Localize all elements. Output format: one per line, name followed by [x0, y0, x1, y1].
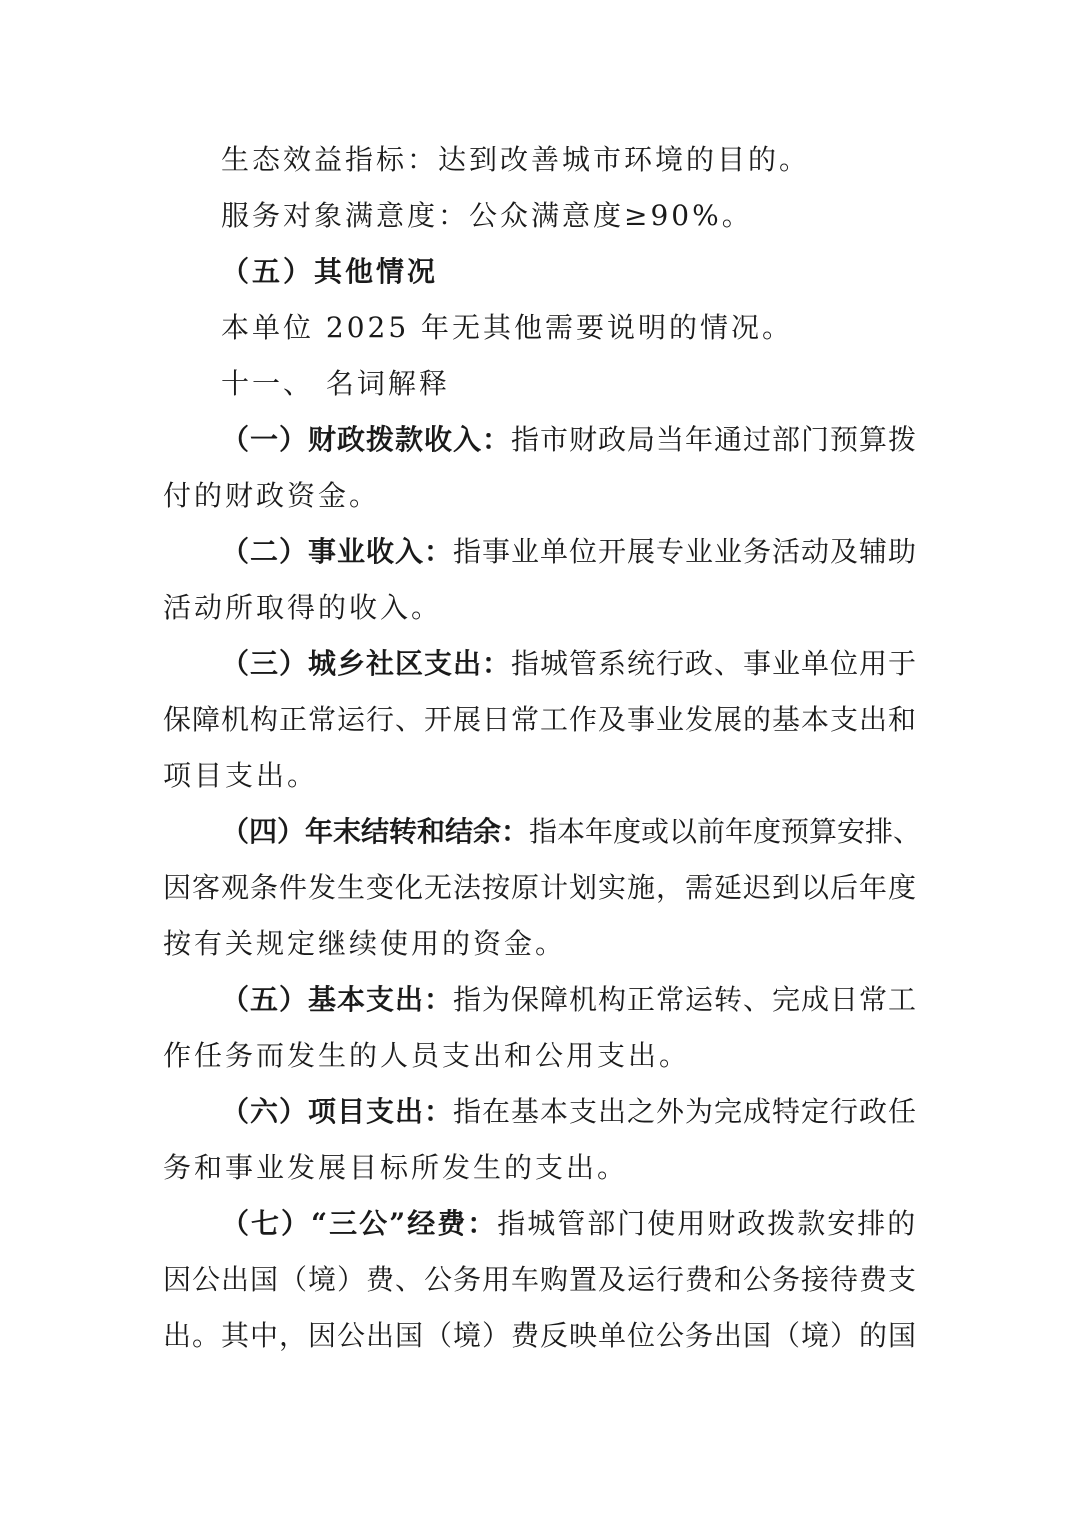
definition-term: （一）财政拨款收入： — [221, 423, 512, 456]
paragraph-line: 付的财政资金。 — [163, 479, 381, 512]
paragraph-line: 服务对象满意度：公众满意度≥90%。 — [221, 199, 753, 232]
definition-term: （七）“三公”经费： — [221, 1207, 498, 1240]
paragraph-line: 因客观条件发生变化无法按原计划实施，需延迟到以后年度 — [163, 871, 918, 904]
paragraph-line: 本单位 2025 年无其他需要说明的情况。 — [221, 311, 794, 344]
definition-term: （四）年末结转和结余： — [221, 815, 530, 848]
section-heading: （五）其他情况 — [221, 255, 439, 288]
paragraph-line: 因公出国（境）费、公务用车购置及运行费和公务接待费支 — [163, 1263, 918, 1296]
paragraph-line: 务和事业发展目标所发生的支出。 — [163, 1151, 629, 1184]
paragraph-line: 活动所取得的收入。 — [163, 591, 443, 624]
paragraph-line: 作任务而发生的人员支出和公用支出。 — [163, 1039, 691, 1072]
chapter-heading: 十一、 名词解释 — [221, 367, 450, 400]
paragraph-line: 出。其中，因公出国（境）费反映单位公务出国（境）的国 — [163, 1319, 918, 1352]
definition-line: （二）事业收入：指事业单位开展专业业务活动及辅助 — [221, 535, 918, 568]
definition-term: （三）城乡社区支出： — [221, 647, 512, 680]
definition-line: （六）项目支出：指在基本支出之外为完成特定行政任 — [221, 1095, 918, 1128]
definition-term: （二）事业收入： — [221, 535, 454, 568]
definition-line: （一）财政拨款收入：指市财政局当年通过部门预算拨 — [221, 423, 918, 456]
definition-term: （六）项目支出： — [221, 1095, 454, 1128]
definition-line: （三）城乡社区支出：指城管系统行政、事业单位用于 — [221, 647, 918, 680]
paragraph-line: 生态效益指标：达到改善城市环境的目的。 — [221, 143, 811, 176]
definition-term: （五）基本支出： — [221, 983, 454, 1016]
paragraph-line: 按有关规定继续使用的资金。 — [163, 927, 567, 960]
paragraph-line: 项目支出。 — [163, 759, 319, 792]
definition-line: （七）“三公”经费：指城管部门使用财政拨款安排的 — [221, 1207, 918, 1240]
definition-line: （五）基本支出：指为保障机构正常运转、完成日常工 — [221, 983, 918, 1016]
paragraph-line: 保障机构正常运行、开展日常工作及事业发展的基本支出和 — [163, 703, 918, 736]
definition-line: （四）年末结转和结余：指本年度或以前年度预算安排、 — [221, 815, 922, 848]
